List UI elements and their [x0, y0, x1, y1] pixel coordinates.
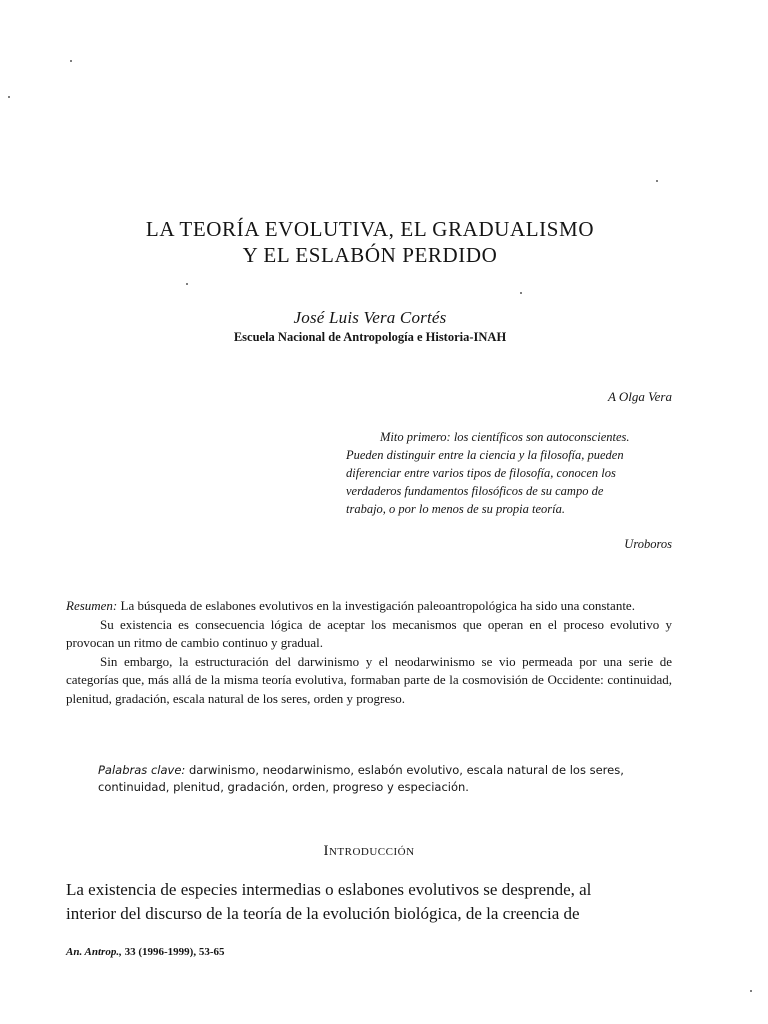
- keywords: [98, 762, 672, 796]
- title-line-1: LA TEORÍA EVOLUTIVA, EL GRADUALISMO: [145, 217, 595, 241]
- scan-speck: [656, 180, 658, 182]
- scan-speck: [8, 96, 10, 98]
- body-line: La existencia de especies intermedias o eslabones evolutivos se desprende, al: [66, 880, 592, 899]
- journal-name: An. Antrop.,: [66, 946, 122, 958]
- epigraph-line: diferenciar entre varios tipos de filosofía, conocen los: [346, 466, 616, 480]
- author-affiliation: Escuela Nacional de Antropología e Historia-INAH: [233, 330, 507, 344]
- title-line-2: Y EL ESLABÓN PERDIDO: [242, 243, 498, 267]
- author-name: José Luis Vera Cortés: [293, 308, 447, 327]
- abstract-paragraph-1: [66, 597, 672, 616]
- epigraph-line: trabajo, o por lo menos de su propia teoría.: [346, 502, 565, 516]
- epigraph-line: Pueden distinguir entre la ciencia y la filosofía, pueden: [346, 448, 624, 462]
- epigraph-line: verdaderos fundamentos filosóficos de su campo de: [346, 484, 604, 498]
- body-line: interior del discurso de la teoría de la evolución biológica, de la creencia de: [66, 904, 580, 923]
- abstract: [66, 597, 672, 708]
- epigraph-line: Mito primero: los científicos son autoconscientes.: [380, 430, 630, 444]
- citation-details: 33 (1996-1999), 53-65: [124, 946, 225, 958]
- keywords-text: darwinismo, neodarwinismo, eslabón evolutivo, escala natural de los seres, continuidad, plenitud, gradación, orden, progreso y especiación.: [98, 763, 624, 794]
- abstract-text-1: La búsqueda de eslabones evolutivos en la investigación paleoantropológica ha sido una constante.: [120, 598, 635, 613]
- scan-speck: [520, 292, 522, 294]
- section-heading: Introducción: [323, 843, 415, 859]
- keywords-label: Palabras clave:: [98, 763, 186, 777]
- page-footer-citation: [66, 946, 225, 958]
- article-title: [0, 216, 740, 268]
- scan-speck: [750, 990, 752, 992]
- scan-speck: [186, 283, 188, 285]
- body-text: [66, 878, 672, 926]
- abstract-label: Resumen:: [66, 598, 118, 613]
- epigraph-source: Uroboros: [624, 537, 672, 551]
- dedication: A Olga Vera: [607, 389, 672, 404]
- abstract-paragraph-2: Su existencia es consecuencia lógica de aceptar los mecanismos que operan en el proceso evolutivo y provocan un ritmo de cambio continuo y gradual.: [66, 616, 672, 650]
- epigraph: [346, 428, 672, 518]
- scan-speck: [70, 60, 72, 62]
- abstract-paragraph-3: Sin embargo, la estructuración del darwinismo y el neodarwinismo se vio permeada por una serie de categorías que, más allá de la misma teoría evolutiva, formaban parte de la cosmovisión de Occidente: continuidad, plenitud, gradación, escala natural de los seres, orden y progreso.: [66, 653, 672, 706]
